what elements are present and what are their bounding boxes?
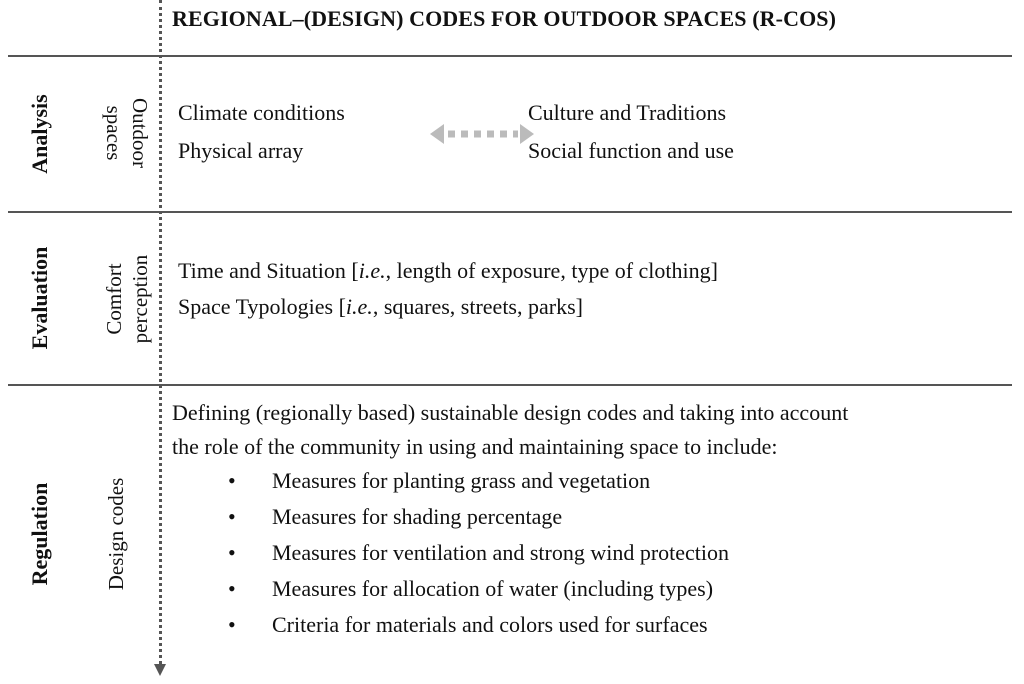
- process-timeline: [159, 0, 162, 670]
- bullet-icon: •: [228, 540, 236, 565]
- bullet-icon: •: [228, 504, 236, 529]
- bullet-icon: •: [228, 576, 236, 601]
- subject-label-comfort-perception: Comfort perception: [102, 254, 152, 344]
- bullet-icon: •: [228, 468, 236, 493]
- regulation-intro: Defining (regionally based) sustainable design codes and taking into account the role of the community in using and maintaining space to include:: [172, 400, 849, 459]
- evaluation-item-space-typologies: Space Typologies [i.e., squares, streets, parks]: [178, 294, 583, 319]
- subject-label-design-codes: Design codes: [104, 477, 128, 591]
- timeline-arrow-down-icon: [154, 664, 166, 676]
- double-arrow-icon: [428, 122, 536, 146]
- stage-label-analysis: Analysis: [27, 94, 52, 174]
- analysis-item-social: Social function and use: [528, 138, 734, 163]
- evaluation-item-time-situation: Time and Situation [i.e., length of exposure, type of clothing]: [178, 258, 718, 283]
- analysis-item-climate: Climate conditions: [178, 100, 345, 125]
- list-item: • Measures for planting grass and vegetation: [228, 466, 729, 502]
- list-item: • Measures for allocation of water (including types): [228, 574, 729, 610]
- stage-label-regulation: Regulation: [27, 482, 52, 586]
- list-item: • Measures for shading percentage: [228, 502, 729, 538]
- diagram-title: REGIONAL–(DESIGN) CODES FOR OUTDOOR SPACES (R-COS): [172, 6, 837, 31]
- analysis-item-culture: Culture and Traditions: [528, 100, 727, 125]
- bullet-icon: •: [228, 612, 236, 637]
- regulation-measures-list: [228, 466, 729, 646]
- list-item: • Criteria for materials and colors used for surfaces: [228, 610, 729, 646]
- stage-label-evaluation: Evaluation: [27, 246, 52, 350]
- analysis-item-physical: Physical array: [178, 138, 304, 163]
- list-item: • Measures for ventilation and strong wind protection: [228, 538, 729, 574]
- subject-label-outdoor-spaces: Outdoor spaces: [102, 98, 152, 168]
